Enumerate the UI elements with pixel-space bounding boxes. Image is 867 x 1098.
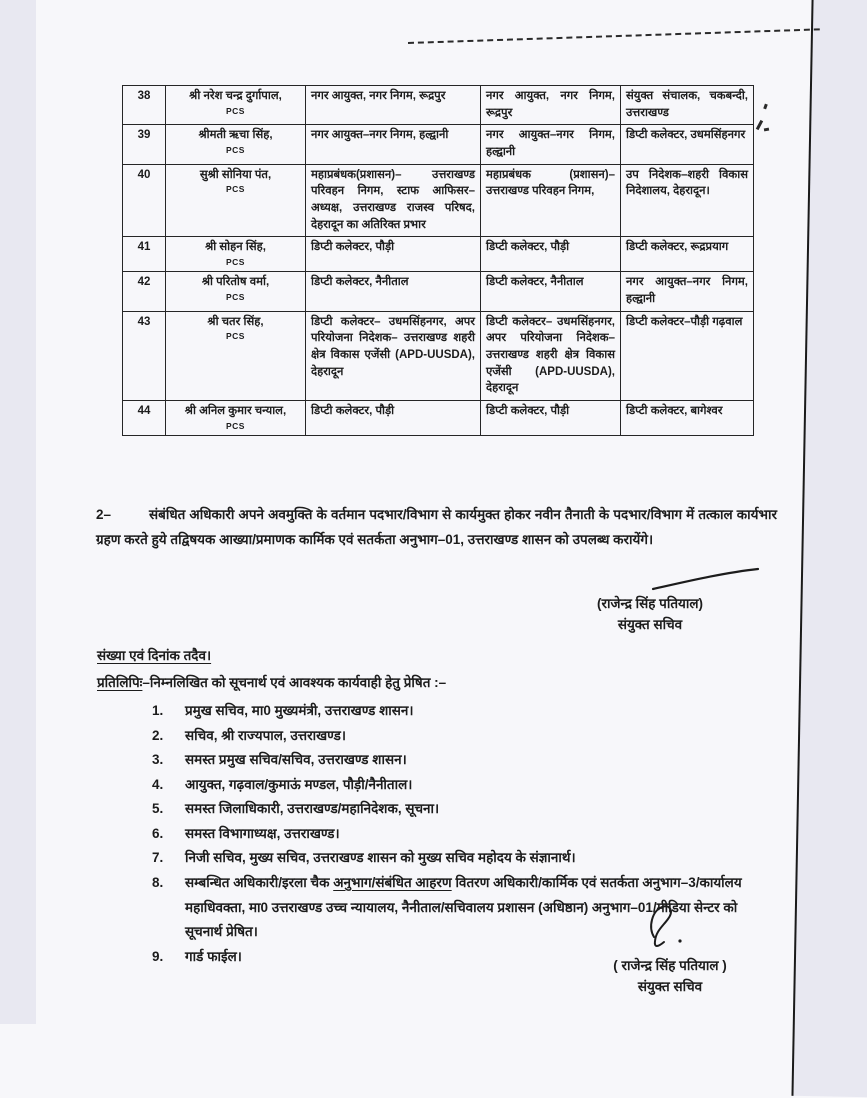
copy-forward-line xyxy=(97,673,737,691)
new-post-cell: संयुक्त संचालक, चकबन्दी, उत्तराखण्ड xyxy=(621,86,754,125)
table-row xyxy=(123,237,754,272)
list-item xyxy=(152,773,768,798)
ink-speck xyxy=(764,128,769,132)
list-item-number: 3. xyxy=(152,752,164,768)
new-post-cell: डिप्टी कलेक्टर, बागेश्वर xyxy=(621,401,754,436)
copy-text: –निम्नलिखित को सूचनार्थ एवं आवश्यक कार्यवाही हेतु प्रेषित :– xyxy=(142,675,447,690)
handwritten-signature-scribble xyxy=(640,903,692,955)
officer-name-cell xyxy=(166,401,306,436)
list-item-text-underlined: अनुभाग/संबंधित आहरण xyxy=(333,874,452,890)
list-item xyxy=(152,748,768,773)
list-item-text: प्रमुख सचिव, मा0 मुख्यमंत्री, उत्तराखण्ड शासन। xyxy=(185,703,414,718)
paragraph-text: संबंधित अधिकारी अपने अवमुक्ति के वर्तमान पदभार/विभाग से कार्यमुक्त होकर नवीन तैनाती के पदभार/विभाग में तत्काल कार्यभार ग्रहण करते हुये तद्विषयक आख्या/प्रमाणक कार्मिक एवं सतर्कता अनुभाग–01, उत्तराखण्ड शासन को उपलब्ध करायेंगे। xyxy=(96,507,777,547)
list-item-text: समस्त जिलाधिकारी, उत्तराखण्ड/महानिदेशक, सूचना। xyxy=(185,801,440,817)
handwritten-signature-stroke xyxy=(650,566,765,592)
officer-cadre: PCS xyxy=(226,292,245,303)
officer-name-cell xyxy=(166,272,306,311)
officer-name: श्री परितोष वर्मा, xyxy=(201,276,270,289)
list-item xyxy=(152,699,768,724)
list-item-text: समस्त विभागाध्यक्ष, उत्तराखण्ड। xyxy=(185,825,340,841)
list-item-text: समस्त प्रमुख सचिव/सचिव, उत्तराखण्ड शासन। xyxy=(185,752,407,768)
paragraph-2 xyxy=(96,503,777,553)
serial-number-cell: 44 xyxy=(123,401,166,436)
table-row xyxy=(123,401,754,436)
current-post-cell: डिप्टी कलेक्टर, पौड़ी xyxy=(306,237,481,272)
current-post-cell: डिप्टी कलेक्टर– उधमसिंहनगर, अपर परियोजना निदेशक– उत्तराखण्ड शहरी क्षेत्र विकास एजेंसी (APD-UUSDA), देहरादून xyxy=(306,311,481,400)
scan-left-margin xyxy=(0,0,36,1024)
officer-name-cell xyxy=(166,125,306,164)
serial-number-cell: 38 xyxy=(123,86,166,125)
relieved-post-cell: महाप्रबंधक (प्रशासन)– उत्तराखण्ड परिवहन निगम, xyxy=(481,164,621,237)
list-item-number: 1. xyxy=(152,703,164,718)
table-row xyxy=(123,311,754,400)
list-item xyxy=(152,846,768,871)
reference-number-line: संख्या एवं दिनांक तदैव। xyxy=(97,648,212,663)
table-row xyxy=(123,86,754,125)
list-item-number: 8. xyxy=(152,874,164,890)
officer-cadre: PCS xyxy=(226,420,245,431)
officer-cadre: PCS xyxy=(226,257,245,268)
current-post-cell: नगर आयुक्त, नगर निगम, रूद्रपुर xyxy=(306,86,481,125)
signatory-name: ( राजेन्द्र सिंह पतियाल ) xyxy=(613,958,727,973)
relieved-post-cell: डिप्टी कलेक्टर, पौड़ी xyxy=(481,401,621,436)
list-item xyxy=(152,724,768,749)
list-item-text-pre: सम्बन्धित अधिकारी/इरला चैक xyxy=(185,874,334,890)
officer-cadre: PCS xyxy=(226,105,245,116)
relieved-post-cell: नगर आयुक्त–नगर निगम, हल्द्वानी xyxy=(481,125,621,164)
list-item-number: 2. xyxy=(152,727,164,743)
officer-name-cell xyxy=(166,164,306,237)
officer-name-cell xyxy=(166,86,306,125)
relieved-post-cell: डिप्टी कलेक्टर, नैनीताल xyxy=(481,272,621,311)
new-post-cell: नगर आयुक्त–नगर निगम, हल्द्वानी xyxy=(621,272,754,311)
scan-page-edge-line xyxy=(791,0,867,1098)
signatory-name: (राजेन्द्र सिंह पतियाल) xyxy=(597,596,703,611)
new-post-cell: डिप्टी कलेक्टर, रूद्रप्रयाग xyxy=(621,237,754,272)
serial-number-cell: 43 xyxy=(123,311,166,400)
officer-cadre: PCS xyxy=(226,145,245,156)
relieved-post-cell: नगर आयुक्त, नगर निगम, रूद्रपुर xyxy=(481,86,621,125)
officer-name: श्री सोहन सिंह, xyxy=(205,241,266,254)
officer-name-cell xyxy=(166,311,306,400)
table-row xyxy=(123,164,754,237)
serial-number-cell: 39 xyxy=(123,125,166,164)
officer-cadre: PCS xyxy=(226,331,245,342)
relieved-post-cell: डिप्टी कलेक्टर, पौड़ी xyxy=(481,237,621,272)
officer-name: श्री चतर सिंह, xyxy=(207,315,264,328)
current-post-cell: महाप्रबंधक(प्रशासन)– उत्तराखण्ड परिवहन निगम, स्टाफ आफिसर–अध्यक्ष, उत्तराखण्ड राजस्व परिषद, देहरादून का अतिरिक्त प्रभार xyxy=(306,164,481,237)
scan-fold-crease xyxy=(408,28,820,44)
current-post-cell: नगर आयुक्त–नगर निगम, हल्द्वानी xyxy=(306,125,481,164)
current-post-cell: डिप्टी कलेक्टर, नैनीताल xyxy=(306,272,481,311)
officer-cadre: PCS xyxy=(226,184,245,195)
officer-name: श्रीमती ऋचा सिंह, xyxy=(198,129,273,142)
ink-speck xyxy=(756,120,763,130)
list-item-text: आयुक्त, गढ़वाल/कुमाऊं मण्डल, पौड़ी/नैनीताल। xyxy=(185,776,413,792)
signature-block-top xyxy=(520,566,780,633)
new-post-cell: उप निदेशक–शहरी विकास निदेशालय, देहरादून। xyxy=(621,164,754,237)
signatory-title: संयुक्त सचिव xyxy=(617,617,683,632)
new-post-cell: डिप्टी कलेक्टर–पौड़ी गढ़वाल xyxy=(621,311,754,400)
serial-number-cell: 41 xyxy=(123,237,166,272)
list-item-number: 5. xyxy=(152,801,164,817)
list-item-number: 6. xyxy=(152,825,164,841)
officer-name: श्री अनिल कुमार चन्याल, xyxy=(184,405,287,418)
serial-number-cell: 40 xyxy=(123,164,166,237)
relieved-post-cell: डिप्टी कलेक्टर– उधमसिंहनगर, अपर परियोजना निदेशक– उत्तराखण्ड शहरी क्षेत्र विकास एजेंसी (APD-UUSDA), देहरादून xyxy=(481,311,621,400)
current-post-cell: डिप्टी कलेक्टर, पौड़ी xyxy=(306,401,481,436)
signatory-title: संयुक्त सचिव xyxy=(637,979,703,994)
signature-block-bottom xyxy=(545,903,795,995)
serial-number-cell: 42 xyxy=(123,272,166,311)
list-item xyxy=(152,797,768,822)
ink-speck xyxy=(763,104,768,110)
officer-name: सुश्री सोनिया पंत, xyxy=(199,168,272,181)
paragraph-number: 2– xyxy=(96,507,112,522)
list-item-text: गार्ड फाईल। xyxy=(185,948,242,964)
table-row xyxy=(123,272,754,311)
list-item-text: सचिव, श्री राज्यपाल, उत्तराखण्ड। xyxy=(185,727,346,743)
list-item xyxy=(152,822,768,847)
table-row xyxy=(123,125,754,164)
copy-label: प्रतिलिपिः xyxy=(97,675,143,690)
officer-name: श्री नरेश चन्द्र दुर्गापाल, xyxy=(189,90,282,102)
list-item-number: 7. xyxy=(152,850,164,866)
list-item-text-post: वितरण अधिकारी/कार्मिक एवं सतर्कता अनुभाग–3/कार्यालय महाधिवक्ता, मा0 उत्तराखण्ड उच्च न्यायालय, नैनीताल/सचिवालय प्रशासन (अधिष्ठान) अनुभाग–01/मीडिया सेन्टर को सूचनार्थ प्रेषित। xyxy=(185,874,742,940)
officer-transfer-table xyxy=(122,85,754,436)
list-item-number: 4. xyxy=(152,776,164,792)
list-item-number: 9. xyxy=(152,948,164,964)
officer-name-cell xyxy=(166,237,306,272)
list-item-text: निजी सचिव, मुख्य सचिव, उत्तराखण्ड शासन को मुख्य सचिव महोदय के संज्ञानार्थ। xyxy=(185,850,576,866)
new-post-cell: डिप्टी कलेक्टर, उधमसिंहनगर xyxy=(621,125,754,164)
